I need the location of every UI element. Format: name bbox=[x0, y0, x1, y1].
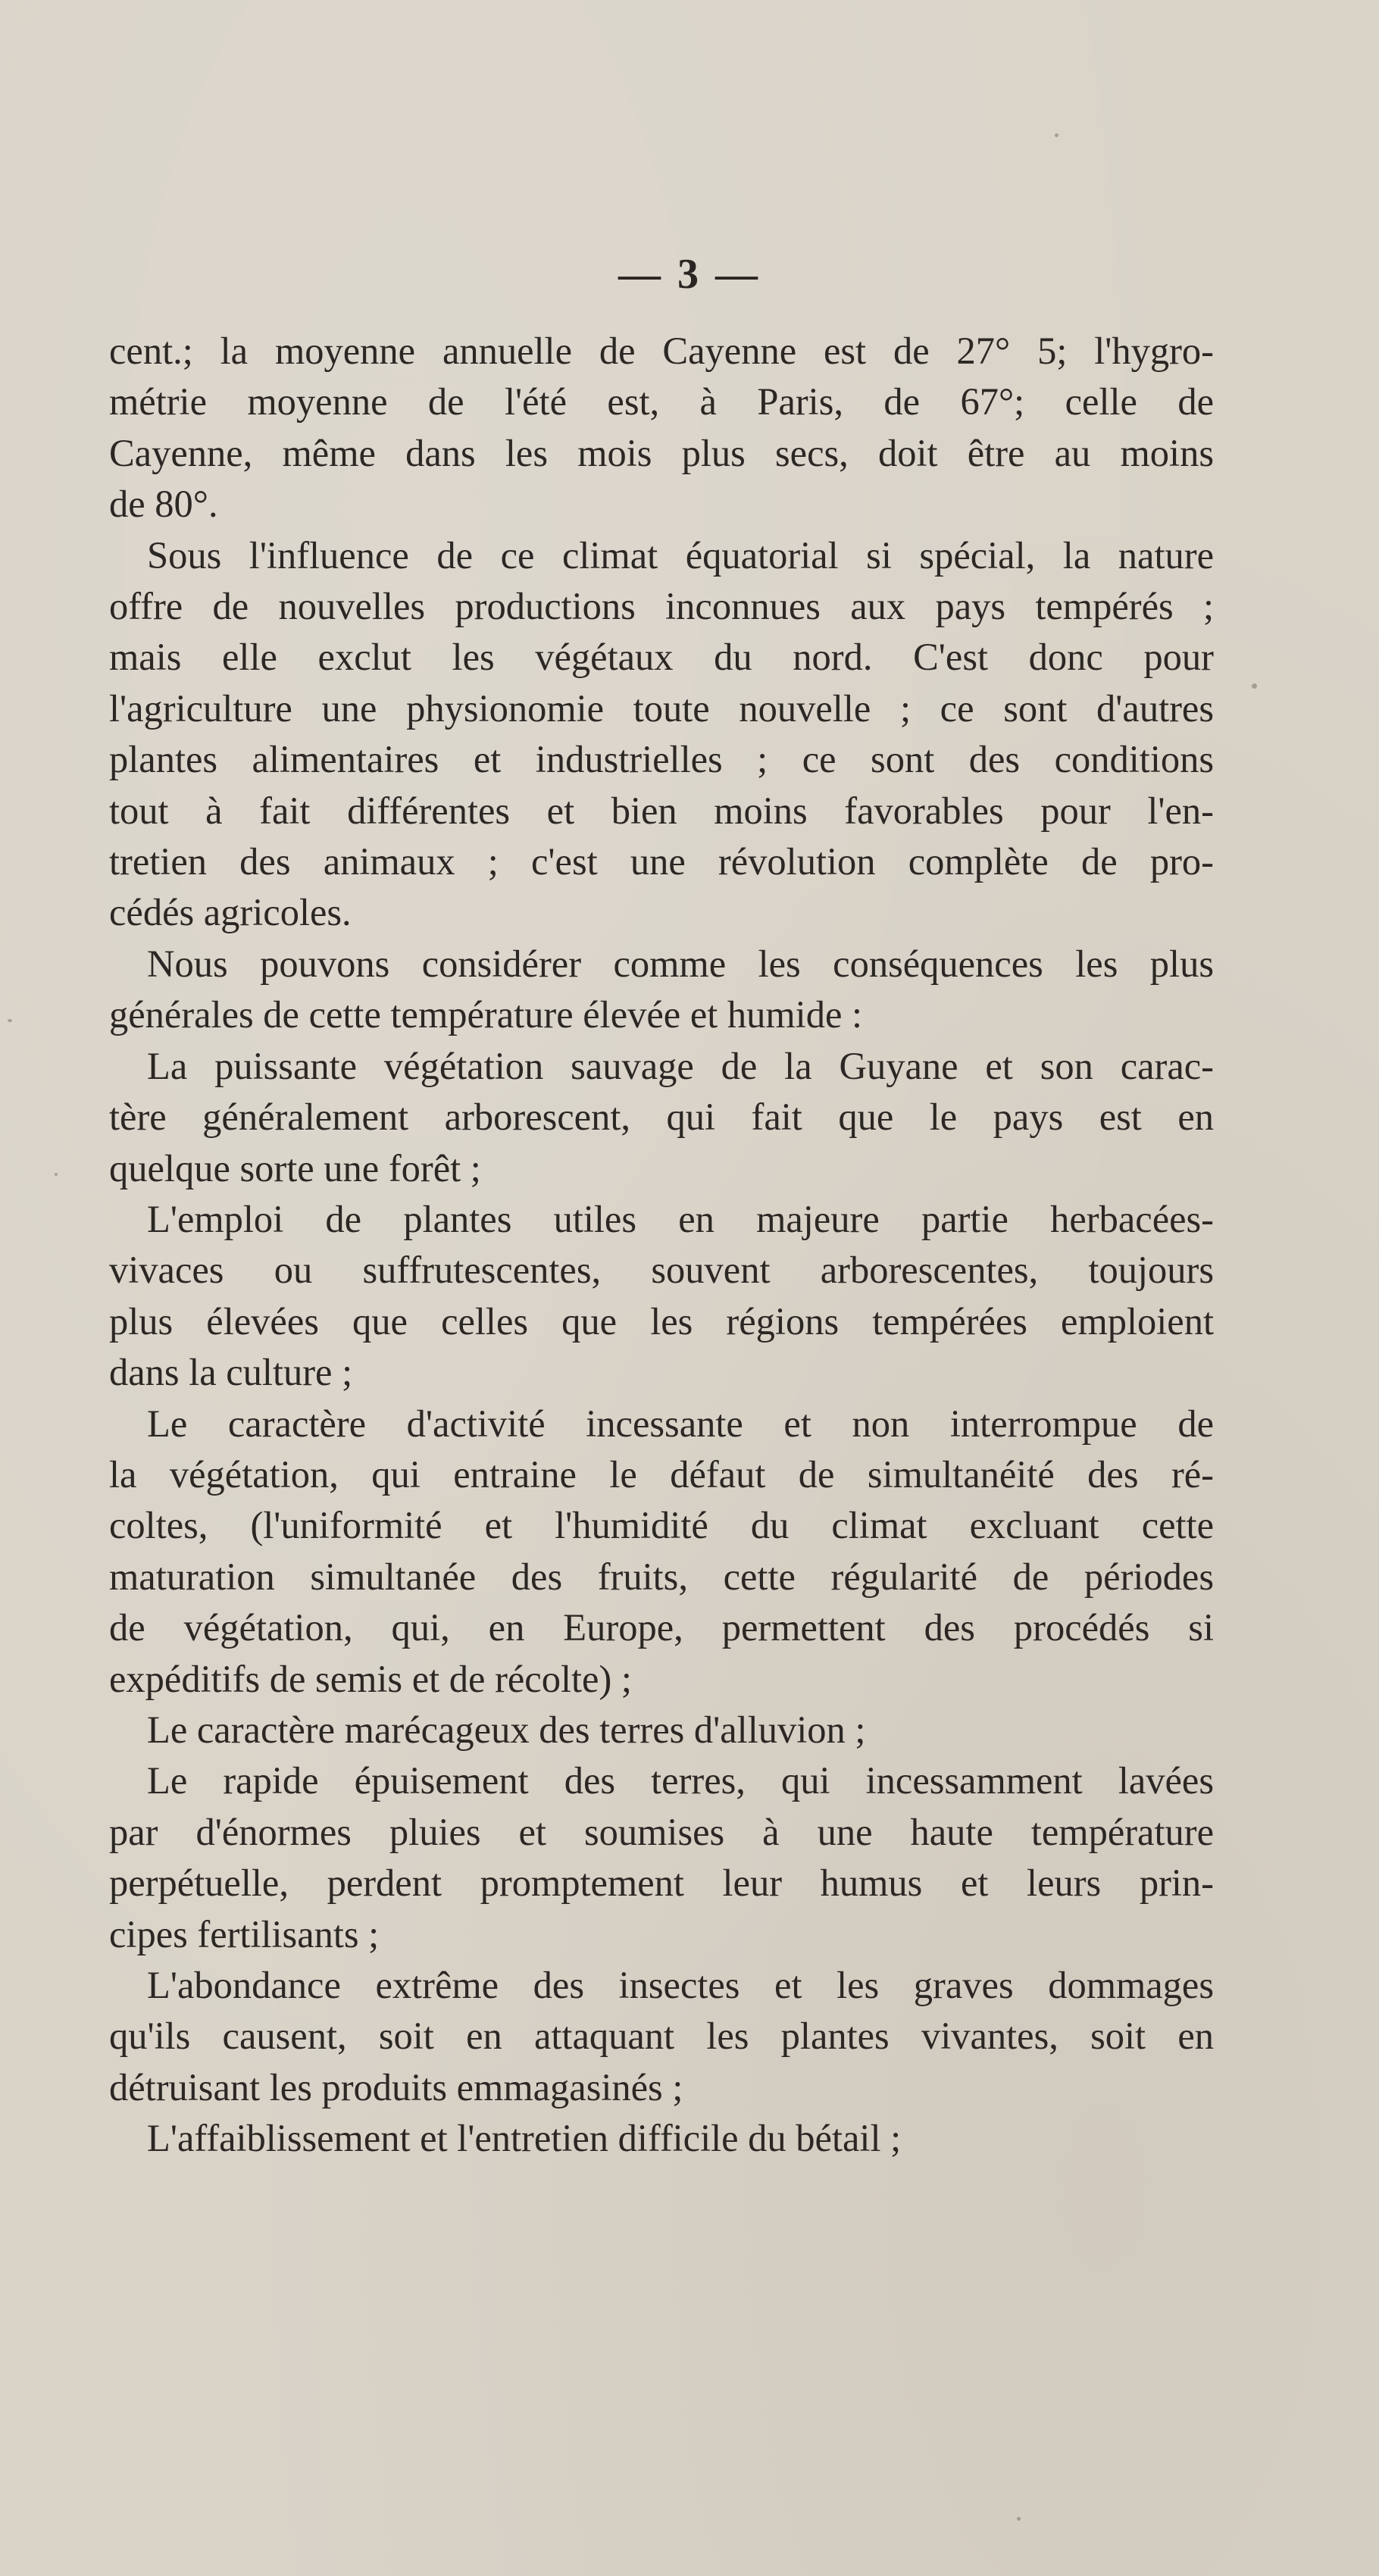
paragraph-continued bbox=[109, 326, 1214, 530]
text-line: tère généralement arborescent, qui fait que le pays est en bbox=[109, 1096, 1214, 1139]
text-line: Sous l'influence de ce climat équatorial si spécial, la nature bbox=[147, 533, 1214, 577]
paper-speck bbox=[1017, 2517, 1021, 2521]
text-line: qu'ils causent, soit en attaquant les plantes vivantes, soit en bbox=[109, 2015, 1214, 2058]
text-line: mais elle exclut les végétaux du nord. C'est donc pour bbox=[109, 636, 1214, 679]
text-line: plus élevées que celles que les régions tempérées emploient bbox=[109, 1299, 1214, 1343]
text-line: détruisant les produits emmagasinés ; bbox=[109, 2065, 683, 2109]
text-line: maturation simultanée des fruits, cette régularité de périodes bbox=[109, 1555, 1214, 1598]
text-line: tout à fait différentes et bien moins favorables pour l'en- bbox=[109, 789, 1214, 832]
text-line: L'emploi de plantes utiles en majeure partie herbacées- bbox=[147, 1197, 1214, 1240]
text-line: cent.; la moyenne annuelle de Cayenne est de 27° 5; l'hygro- bbox=[109, 330, 1214, 372]
paragraph-useful-plants bbox=[109, 1194, 1214, 1399]
text-line: expéditifs de semis et de récolte) ; bbox=[109, 1657, 632, 1700]
text-line: plantes alimentaires et industrielles ; ce sont des conditions bbox=[109, 738, 1214, 781]
paragraph-soil-exhaustion bbox=[109, 1755, 1214, 1960]
text-line: l'agriculture une physionomie toute nouvelle ; ce sont d'autres bbox=[109, 686, 1214, 730]
paper-speck bbox=[1055, 133, 1058, 137]
text-line: quelque sorte une forêt ; bbox=[109, 1146, 481, 1190]
text-line: Le caractère marécageux des terres d'alluvion ; bbox=[147, 1708, 866, 1751]
paper-speck bbox=[8, 1019, 12, 1022]
paragraph-consequences-intro bbox=[109, 939, 1214, 1041]
body-text bbox=[109, 326, 1214, 2165]
text-line: tretien des animaux ; c'est une révolution complète de pro- bbox=[109, 840, 1214, 883]
text-line: Le rapide épuisement des terres, qui incessamment lavées bbox=[147, 1759, 1214, 1802]
text-line: cédés agricoles. bbox=[109, 891, 352, 934]
text-line: dans la culture ; bbox=[109, 1351, 353, 1394]
text-line: vivaces ou suffrutescentes, souvent arborescentes, toujours bbox=[109, 1249, 1214, 1292]
text-line: cipes fertilisants ; bbox=[109, 1912, 380, 1955]
paragraph-marshy-land bbox=[109, 1705, 1214, 1755]
text-line: La puissante végétation sauvage de la Guyane et son carac- bbox=[147, 1044, 1214, 1087]
text-line: L'affaiblissement et l'entretien difficile du bétail ; bbox=[147, 2117, 902, 2160]
text-line: métrie moyenne de l'été est, à Paris, de 67°; celle de bbox=[109, 380, 1214, 424]
paragraph-insects bbox=[109, 1960, 1214, 2113]
text-line: offre de nouvelles productions inconnues aux pays tempérés ; bbox=[109, 585, 1214, 628]
paper-speck bbox=[55, 1173, 58, 1176]
text-line: de 80°. bbox=[109, 483, 218, 526]
text-line: de végétation, qui, en Europe, permettent des procédés si bbox=[109, 1606, 1214, 1649]
paper-speck bbox=[1252, 683, 1257, 689]
text-line: Cayenne, même dans les mois plus secs, doit être au moins bbox=[109, 431, 1214, 474]
text-line: générales de cette température élevée et humide : bbox=[109, 993, 863, 1036]
text-line: par d'énormes pluies et soumises à une haute température bbox=[109, 1810, 1214, 1853]
text-line: Nous pouvons considérer comme les conséquences les plus bbox=[147, 942, 1214, 985]
paragraph-livestock bbox=[109, 2113, 1214, 2164]
text-line: coltes, (l'uniformité et l'humidité du climat excluant cette bbox=[109, 1504, 1214, 1547]
paragraph-vegetation bbox=[109, 1041, 1214, 1194]
page-number: — 3 — bbox=[618, 251, 761, 298]
text-line: L'abondance extrême des insectes et les graves dommages bbox=[147, 1964, 1214, 2006]
paragraph-climate-influence bbox=[109, 530, 1214, 939]
text-line: Le caractère d'activité incessante et non interrompue de bbox=[147, 1402, 1214, 1445]
text-line: la végétation, qui entraine le défaut de simultanéité des ré- bbox=[109, 1452, 1214, 1496]
paragraph-continuous-activity bbox=[109, 1399, 1214, 1705]
text-line: perpétuelle, perdent promptement leur humus et leurs prin- bbox=[109, 1862, 1214, 1905]
